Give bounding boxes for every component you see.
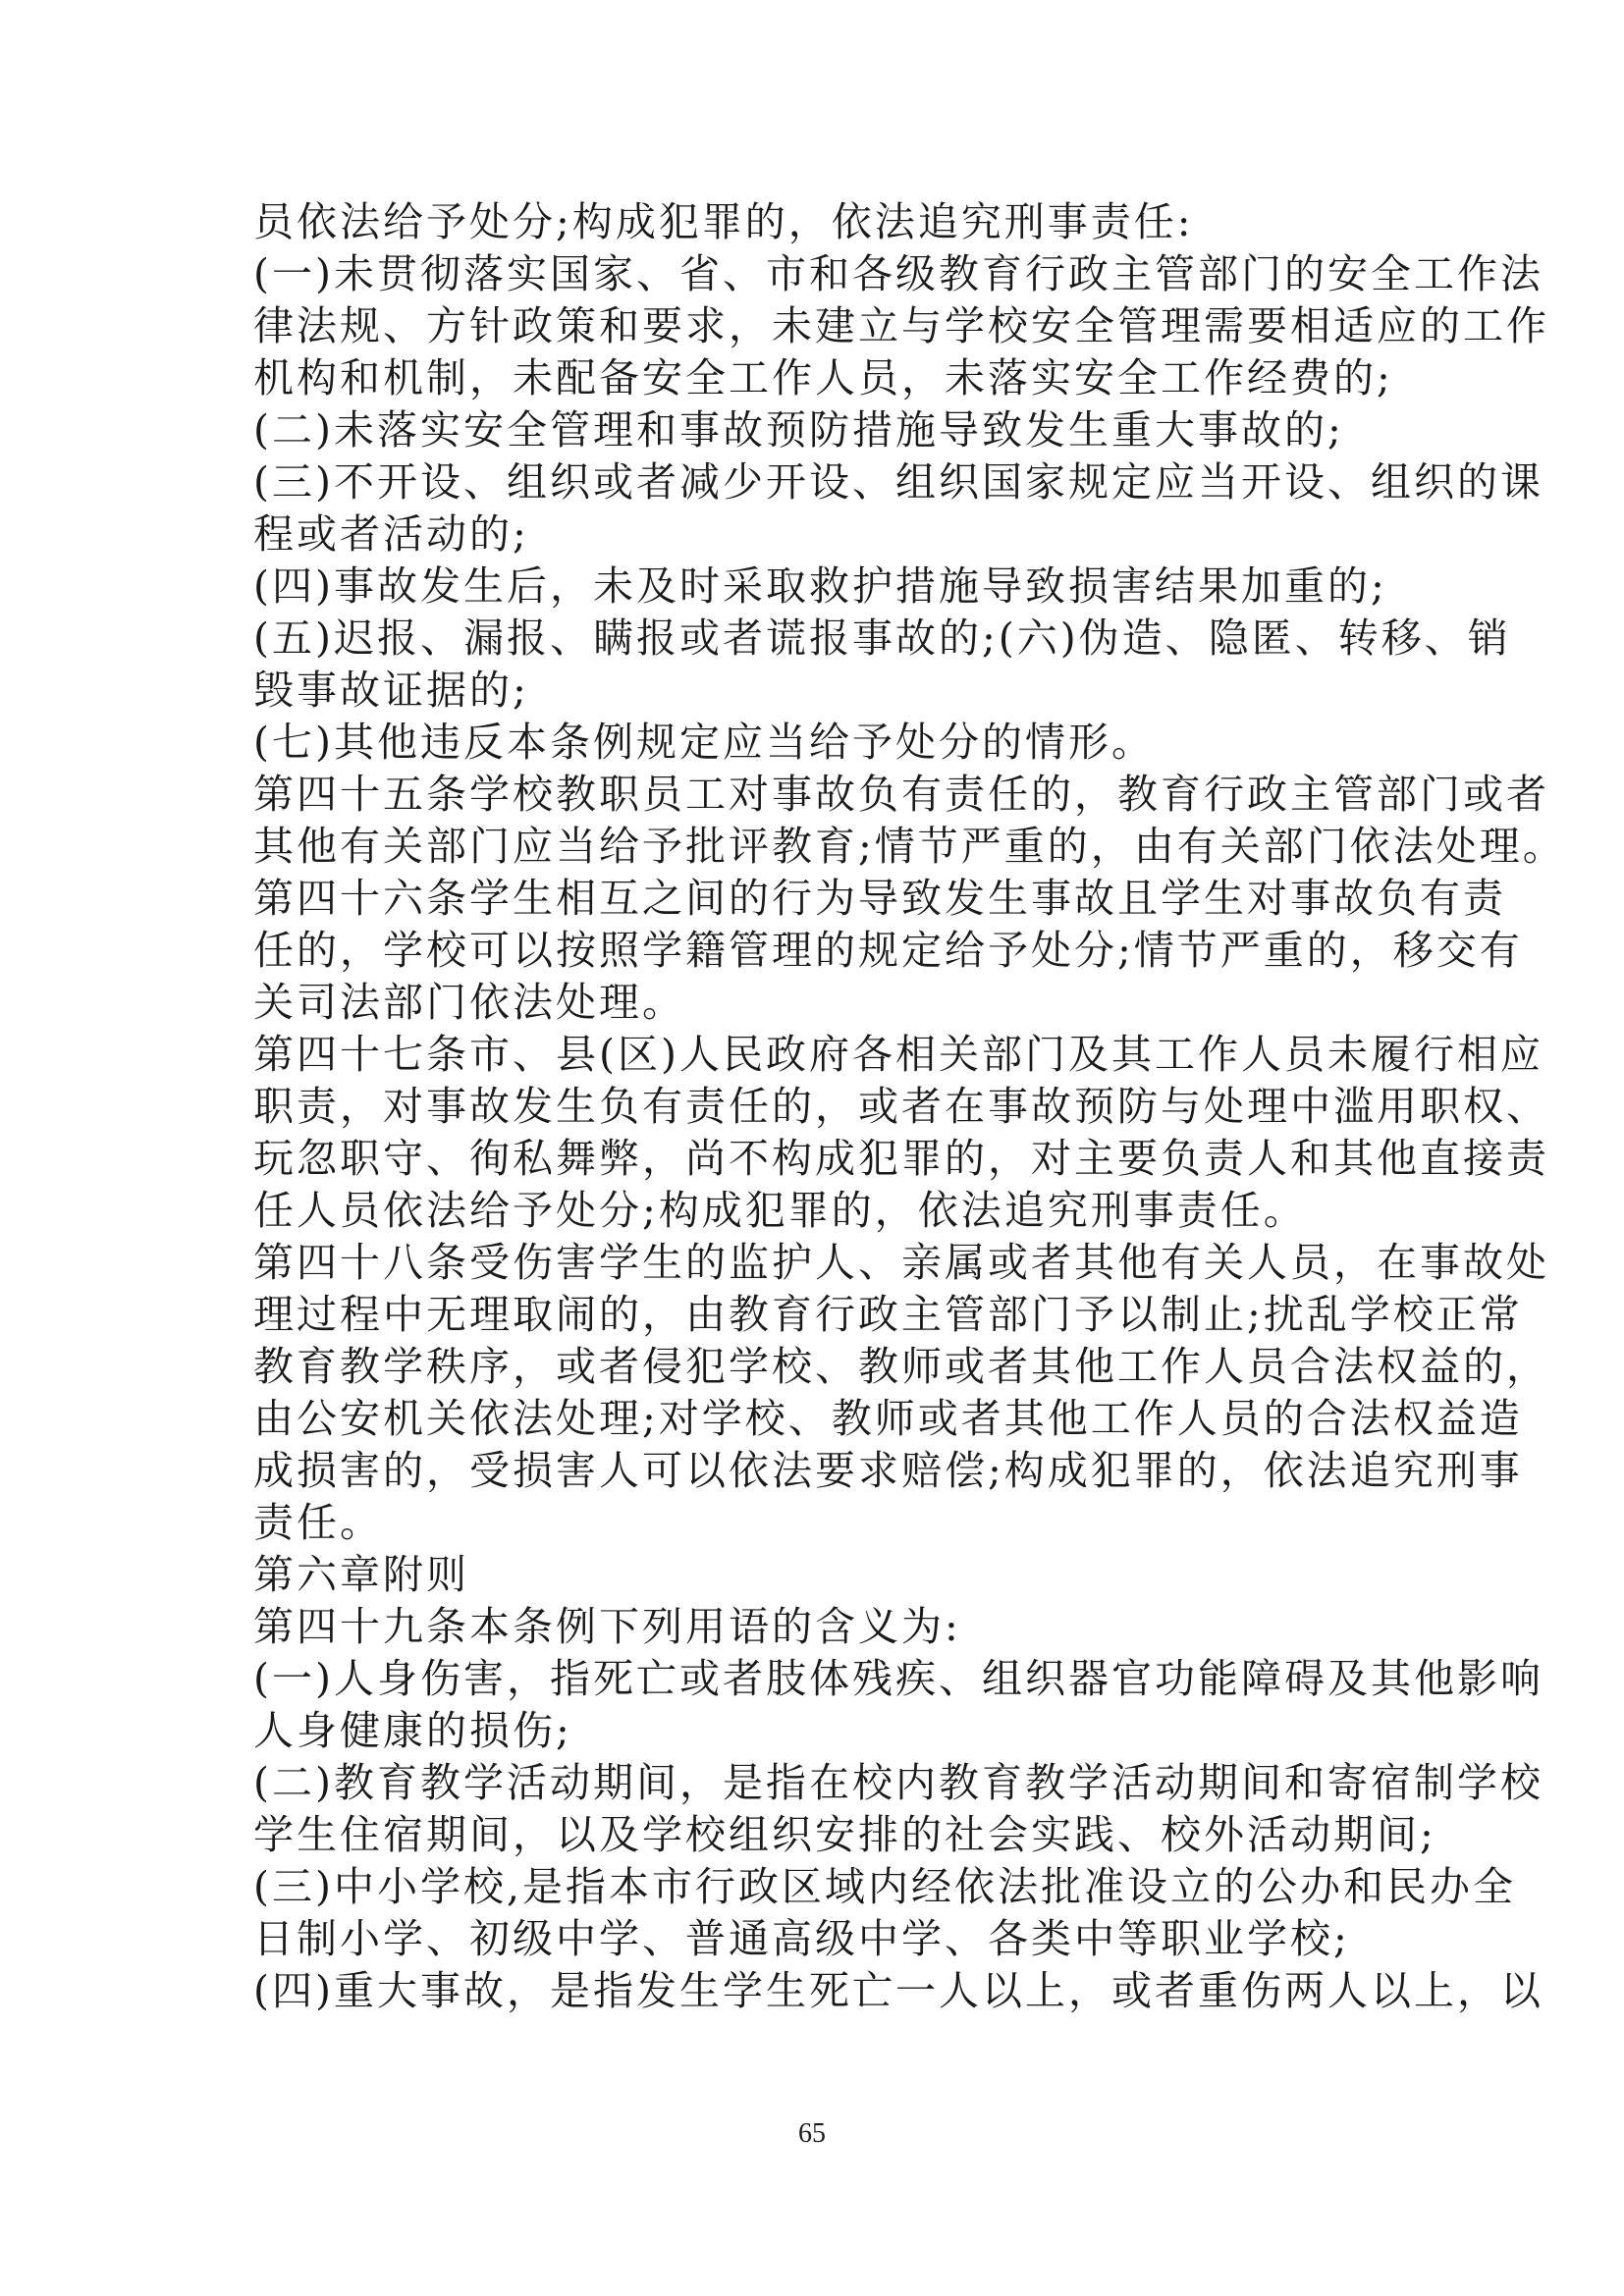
text-line: 其他有关部门应当给予批评教育;情节严重的，由有关部门依法处理。 [253, 823, 1566, 870]
page-number: 65 [798, 2118, 826, 2149]
text-line: 第四十八条受伤害学生的监护人、亲属或者其他有关人员，在事故处 [253, 1239, 1549, 1286]
text-line: (二)未落实安全管理和事故预防措施导致发生重大事故的; [253, 406, 1344, 454]
text-line: (三)中小学校,是指本市行政区域内经依法批准设立的公办和民办全 [253, 1863, 1517, 1910]
text-line: (七)其他违反本条例规定应当给予处分的情形。 [253, 719, 1155, 766]
text-line: 教育教学秩序，或者侵犯学校、教师或者其他工作人员合法权益的， [253, 1343, 1549, 1390]
text-line: 律法规、方针政策和要求，未建立与学校安全管理需要相适应的工作 [253, 302, 1549, 349]
text-line: (一)未贯彻落实国家、省、市和各级教育行政主管部门的安全工作法 [253, 250, 1543, 297]
chapter-heading: 第六章附则 [253, 1551, 469, 1598]
text-line: 第四十九条本条例下列用语的含义为: [253, 1603, 961, 1650]
text-line: 关司法部门依法处理。 [253, 979, 685, 1026]
text-line: 玩忽职守、徇私舞弊，尚不构成犯罪的，对主要负责人和其他直接责 [253, 1135, 1549, 1182]
text-line: (五)迟报、漏报、瞒报或者谎报事故的;(六)伪造、隐匿、转移、销 [253, 614, 1511, 662]
text-line: (二)教育教学活动期间，是指在校内教育教学活动期间和寄宿制学校 [253, 1759, 1543, 1806]
text-line: 任人员依法给予处分;构成犯罪的，依法追究刑事责任。 [253, 1187, 1307, 1234]
text-line: 机构和机制，未配备安全工作人员，未落实安全工作经费的; [253, 354, 1393, 401]
text-line: 第四十五条学校教职员工对事故负有责任的，教育行政主管部门或者 [253, 771, 1549, 818]
text-line: 人身健康的损伤; [253, 1707, 572, 1754]
text-line: (三)不开设、组织或者减少开设、组织国家规定应当开设、组织的课 [253, 458, 1543, 506]
text-line: 第四十七条市、县(区)人民政府各相关部门及其工作人员未履行相应 [253, 1031, 1543, 1078]
text-line: 责任。 [253, 1499, 383, 1546]
text-line: (四)重大事故，是指发生学生死亡一人以上，或者重伤两人以上，以 [253, 1967, 1543, 2014]
text-line: 理过程中无理取闹的，由教育行政主管部门予以制止;扰乱学校正常 [253, 1291, 1523, 1338]
text-line: 成损害的，受损害人可以依法要求赔偿;构成犯罪的，依法追究刑事 [253, 1447, 1523, 1494]
page-body [253, 196, 1566, 2017]
text-line: 第四十六条学生相互之间的行为导致发生事故且学生对事故负有责 [253, 875, 1506, 922]
text-line: 员依法给予处分;构成犯罪的，依法追究刑事责任: [253, 198, 1194, 245]
text-line: 任的，学校可以按照学籍管理的规定给予处分;情节严重的，移交有 [253, 927, 1523, 974]
text-line: (一)人身伤害，指死亡或者肢体残疾、组织器官功能障碍及其他影响 [253, 1655, 1543, 1702]
text-line: 毁事故证据的; [253, 667, 529, 714]
text-line: 日制小学、初级中学、普通高级中学、各类中等职业学校; [253, 1915, 1350, 1962]
text-line: (四)事故发生后，未及时采取救护措施导致损害结果加重的; [253, 562, 1387, 610]
text-line: 程或者活动的; [253, 510, 529, 558]
text-line: 学生住宿期间，以及学校组织安排的社会实践、校外活动期间; [253, 1811, 1436, 1858]
text-line: 由公安机关依法处理;对学校、教师或者其他工作人员的合法权益造 [253, 1395, 1523, 1442]
text-line: 职责，对事故发生负有责任的，或者在事故预防与处理中滥用职权、 [253, 1083, 1549, 1130]
